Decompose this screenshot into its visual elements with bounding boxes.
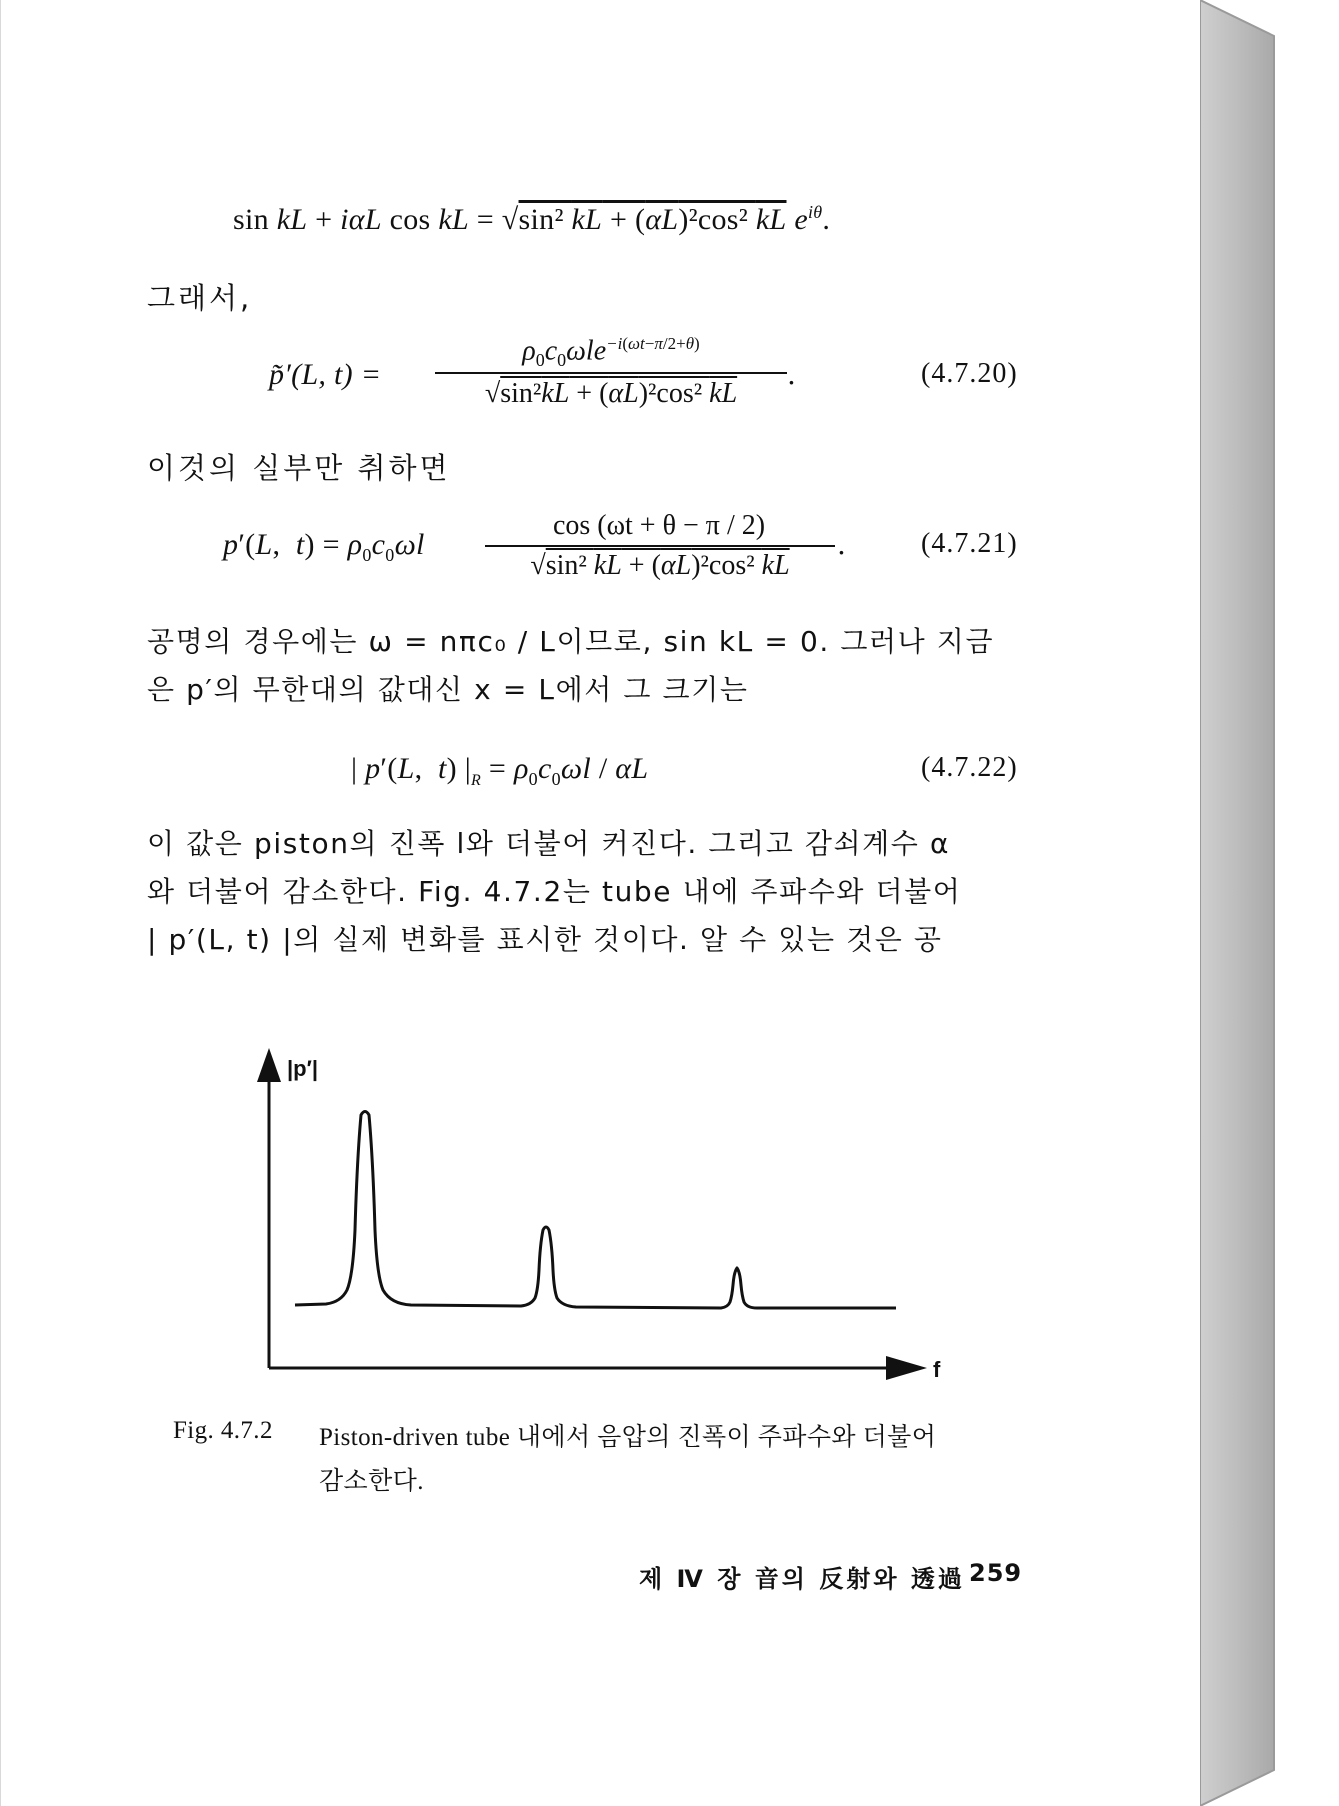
eq20-fraction-bar (435, 372, 787, 374)
y-axis-label: |p′| (287, 1056, 319, 1081)
text-so: 그래서, (147, 281, 253, 315)
eq21-period: . (837, 528, 846, 561)
text-real-part: 이것의 실부만 취하면 (147, 451, 451, 485)
eq22: | p′(L, t) $|_R = \rho_0c_0\omega l / \alpha L$ (351, 752, 649, 789)
para1-line1: 공명의 경우에는 ω = nπc₀ / L이므로, sin kL = 0. 그러나 지금 (147, 625, 995, 658)
book-spine (1200, 0, 1339, 1806)
eq21-denominator: √sin² kL + (αL)²cos² kL (530, 550, 790, 581)
amplitude-response-curve (295, 1112, 896, 1309)
equation-top: sin kL + iαL cos kL = √sin² kL + (αL)²cos² kL $e^{i\theta}$. (233, 202, 831, 236)
x-axis-arrowhead (886, 1356, 927, 1380)
eq21-numerator: cos (ωt + θ − π / 2) (552, 510, 766, 541)
para2-line1: 이 값은 piston의 진폭 l와 더불어 커진다. 그리고 감쇠계수 α (147, 827, 950, 860)
eq20-lhs: p̃′(L, t) = (269, 358, 382, 391)
eq20-number: (4.7.20) (921, 358, 1018, 389)
figure-plot (241, 1040, 941, 1390)
figure-caption-line1: Piston-driven tube 내에서 음압의 진폭이 주파수와 더불어 (319, 1424, 937, 1451)
eq21-lhs: p′(L, $t) = \rho_0c_0\omega l$ (223, 528, 425, 565)
footer-page-number: 259 (969, 1559, 1023, 1587)
para2-line3: | p′(L, t) |의 실제 변화를 표시한 것이다. 알 수 있는 것은 공 (147, 923, 943, 956)
figure-caption-number: Fig. 4.7.2 (173, 1417, 273, 1444)
eq20-denominator: √sin²kL + (αL)²cos² kL (484, 378, 738, 409)
eq20-period: . (787, 358, 796, 391)
eq20-numerator: $\rho_0c_0\omega le^{-i(\omega t-\pi/2+\theta)}$ (522, 334, 700, 370)
y-axis-arrowhead (257, 1048, 281, 1082)
para2-line2: 와 더불어 감소한다. Fig. 4.7.2는 tube 내에 주파수와 더불어 (147, 875, 962, 908)
eq21-number: (4.7.21) (921, 528, 1018, 559)
eq22-number: (4.7.22) (921, 752, 1018, 783)
para1-line2: 은 p′의 무한대의 값대신 x = L에서 그 크기는 (147, 673, 749, 706)
footer-chapter: 제 Ⅳ 장 音의 反射와 透過 (639, 1565, 965, 1593)
x-axis-label: f (933, 1357, 941, 1382)
eq21-fraction-bar (485, 545, 835, 547)
figure-caption-line2: 감소한다. (319, 1468, 424, 1495)
